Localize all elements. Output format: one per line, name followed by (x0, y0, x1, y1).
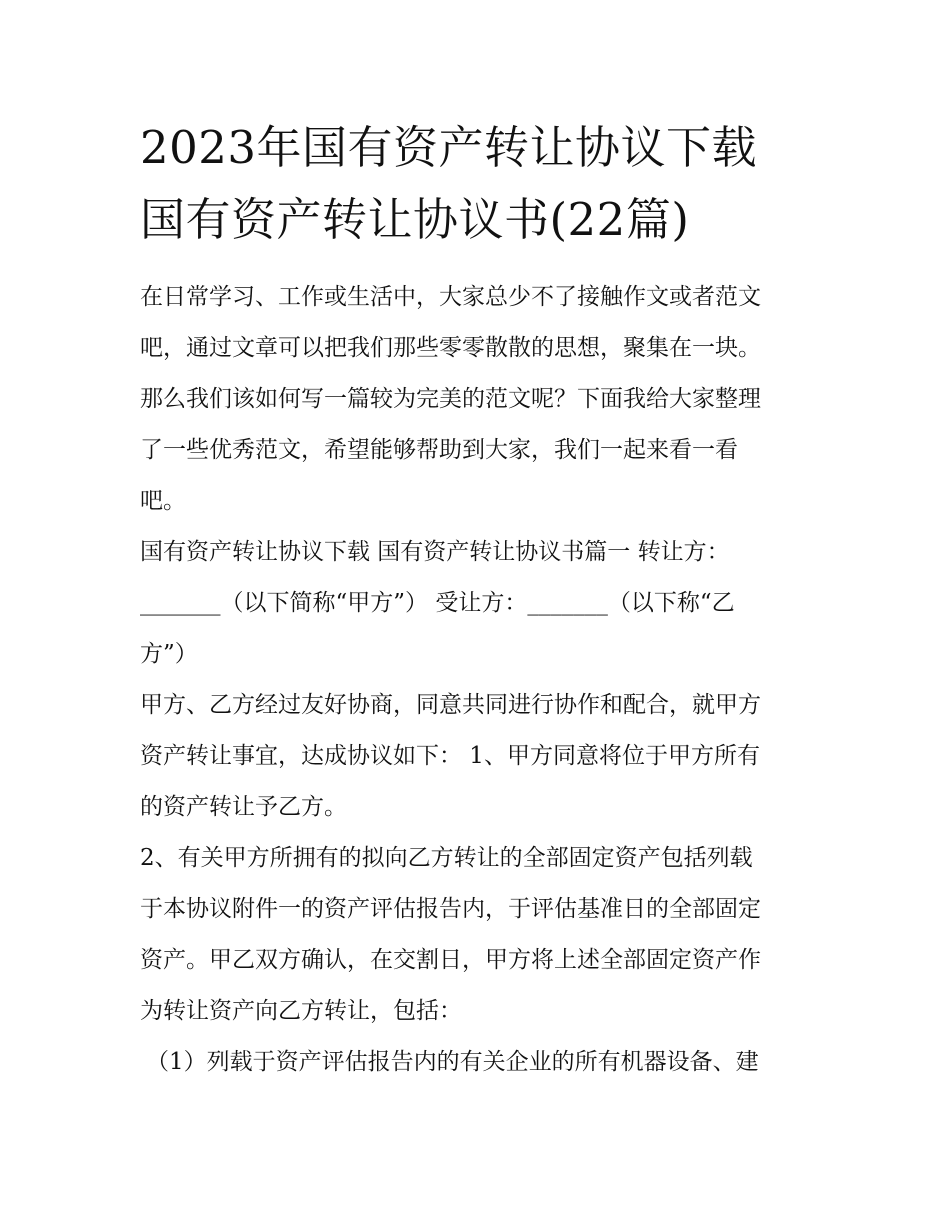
text-line: 于本协议附件一的资产评估报告内，于评估基准日的全部固定 (140, 896, 761, 922)
clause-2-paragraph (140, 833, 820, 1037)
text-line: 吧，通过文章可以把我们那些零零散散的思想，聚集在一块。 (140, 335, 761, 361)
text-line: 在日常学习、工作或生活中，大家总少不了接触作文或者范文 (140, 284, 761, 310)
clause-2-1-paragraph (140, 1037, 820, 1088)
document-body (140, 272, 820, 1088)
text-line: 方”） (140, 641, 198, 667)
text-line: 吧。 (140, 488, 186, 514)
text-line: 2、有关甲方所拥有的拟向乙方转让的全部固定资产包括列载 (140, 845, 753, 871)
text-line: 资产转让事宜，达成协议如下： 1、甲方同意将位于甲方所有 (140, 743, 760, 769)
document-page (140, 112, 820, 1088)
agreement-paragraph (140, 680, 820, 833)
document-title (140, 112, 820, 256)
parties-paragraph (140, 527, 820, 680)
text-line: 的资产转让予乙方。 (140, 794, 347, 820)
text-line: （1）列载于资产评估报告内的有关企业的所有机器设备、建 (146, 1049, 759, 1075)
text-line: 甲方、乙方经过友好协商，同意共同进行协作和配合，就甲方 (140, 692, 761, 718)
text-line: _______（以下简称“甲方”） 受让方：_______（以下称“乙 (140, 590, 735, 616)
title-line-2: 国有资产转让协议书(22篇) (140, 193, 690, 246)
text-line: 国有资产转让协议下载 国有资产转让协议书篇一 转让方： (140, 539, 730, 565)
text-line: 了一些优秀范文，希望能够帮助到大家，我们一起来看一看 (140, 437, 738, 463)
text-line: 资产。甲乙双方确认，在交割日，甲方将上述全部固定资产作 (140, 947, 761, 973)
title-line-1: 2023年国有资产转让协议下载 (140, 121, 758, 174)
intro-paragraph (140, 272, 820, 527)
text-line: 为转让资产向乙方转让，包括： (140, 998, 462, 1024)
text-line: 那么我们该如何写一篇较为完美的范文呢？下面我给大家整理 (140, 386, 761, 412)
